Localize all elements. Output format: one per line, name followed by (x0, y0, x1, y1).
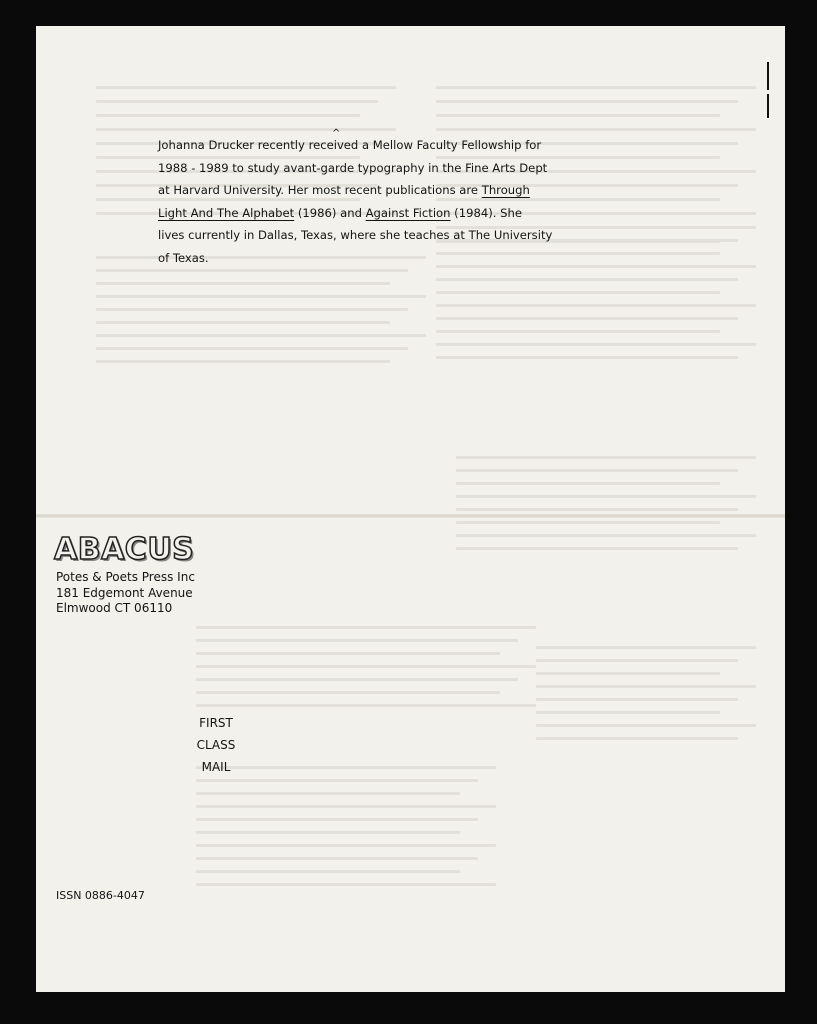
ghost-line (536, 659, 738, 662)
ghost-line (196, 883, 496, 886)
bio-text: (1984). She (450, 205, 522, 220)
ghost-line (196, 818, 478, 821)
abacus-logo: ABACUS (54, 532, 195, 567)
ghost-line (196, 805, 496, 808)
ghost-line (196, 870, 460, 873)
ghost-line (456, 534, 756, 537)
ghost-line (536, 698, 738, 701)
ghost-line (96, 334, 426, 337)
ghost-line (196, 857, 478, 860)
book-title: Light And The Alphabet (158, 205, 295, 220)
publisher-address (56, 570, 195, 617)
mail-class-line: CLASS (196, 738, 236, 752)
bio-line (158, 224, 658, 247)
bio-text: at Harvard University. Her most recent publications are (158, 183, 482, 198)
ghost-line (96, 295, 426, 298)
ghost-line (456, 482, 720, 485)
bio-line (158, 134, 658, 157)
ghost-line (436, 343, 756, 346)
ghost-line (456, 521, 720, 524)
author-bio (158, 134, 658, 270)
page-fold (36, 514, 785, 518)
ghost-line (436, 278, 738, 281)
publisher-city: Elmwood CT 06110 (56, 601, 173, 615)
mail-class-line: FIRST (199, 716, 233, 730)
ghost-line (96, 360, 390, 363)
ghost-line (196, 678, 518, 681)
ghost-line (96, 86, 396, 89)
margin-mark (767, 62, 769, 90)
ghost-line (436, 86, 756, 89)
ghost-line (96, 308, 408, 311)
ghost-line (456, 469, 738, 472)
ghost-line (196, 639, 518, 642)
ghost-line (536, 724, 756, 727)
bio-text: of Texas. (158, 250, 209, 265)
ghost-line (196, 792, 460, 795)
ghost-line (436, 330, 720, 333)
ghost-line (196, 665, 536, 668)
ghost-line (536, 646, 756, 649)
ghost-line (536, 737, 738, 740)
ghost-line (436, 114, 720, 117)
ghost-line (436, 304, 756, 307)
ghost-line (96, 100, 378, 103)
margin-mark-lower (767, 94, 769, 118)
ghost-line (196, 626, 536, 629)
insertion-caret: ^ (332, 128, 341, 139)
bio-line (158, 157, 658, 180)
ghost-line (456, 495, 756, 498)
bio-text: Johanna Drucker recently received a Mellow Faculty Fellowship for (158, 138, 542, 152)
publisher-name: Potes & Poets Press Inc (56, 570, 195, 584)
ghost-line (436, 291, 720, 294)
ghost-line (196, 831, 460, 834)
ghost-line (456, 456, 756, 459)
ghost-line (196, 691, 500, 694)
bio-text: (1986) and (294, 205, 366, 220)
ghost-line (436, 100, 738, 103)
page-sheet (36, 26, 785, 992)
ghost-line (96, 321, 390, 324)
ghost-line (96, 282, 390, 285)
ghost-line (96, 128, 396, 131)
ghost-line (196, 844, 496, 847)
ghost-line (456, 547, 738, 550)
ghost-line (436, 317, 738, 320)
issn-number: ISSN 0886-4047 (56, 889, 145, 902)
bio-text: 1988 - 1989 to study avant-garde typography in the Fine Arts Dept (158, 160, 548, 175)
ghost-line (536, 685, 756, 688)
mail-class-line: MAIL (201, 760, 231, 774)
ghost-line (196, 704, 536, 707)
ghost-line (536, 672, 720, 675)
bio-text: lives currently in Dallas, Texas, where she teaches at The University (158, 228, 553, 243)
bio-line (158, 247, 658, 270)
book-title: Against Fiction (365, 205, 451, 220)
ghost-line (96, 114, 360, 117)
publisher-street: 181 Edgemont Avenue (56, 585, 193, 600)
bio-line (158, 202, 658, 225)
book-title: Through (481, 183, 530, 198)
ghost-line (456, 508, 738, 511)
ghost-line (436, 128, 756, 131)
ghost-line (436, 356, 738, 359)
bio-line (158, 179, 658, 202)
mail-class (186, 712, 246, 778)
ghost-line (196, 779, 478, 782)
ghost-line (536, 711, 720, 714)
ghost-line (196, 652, 500, 655)
ghost-line (96, 347, 408, 350)
